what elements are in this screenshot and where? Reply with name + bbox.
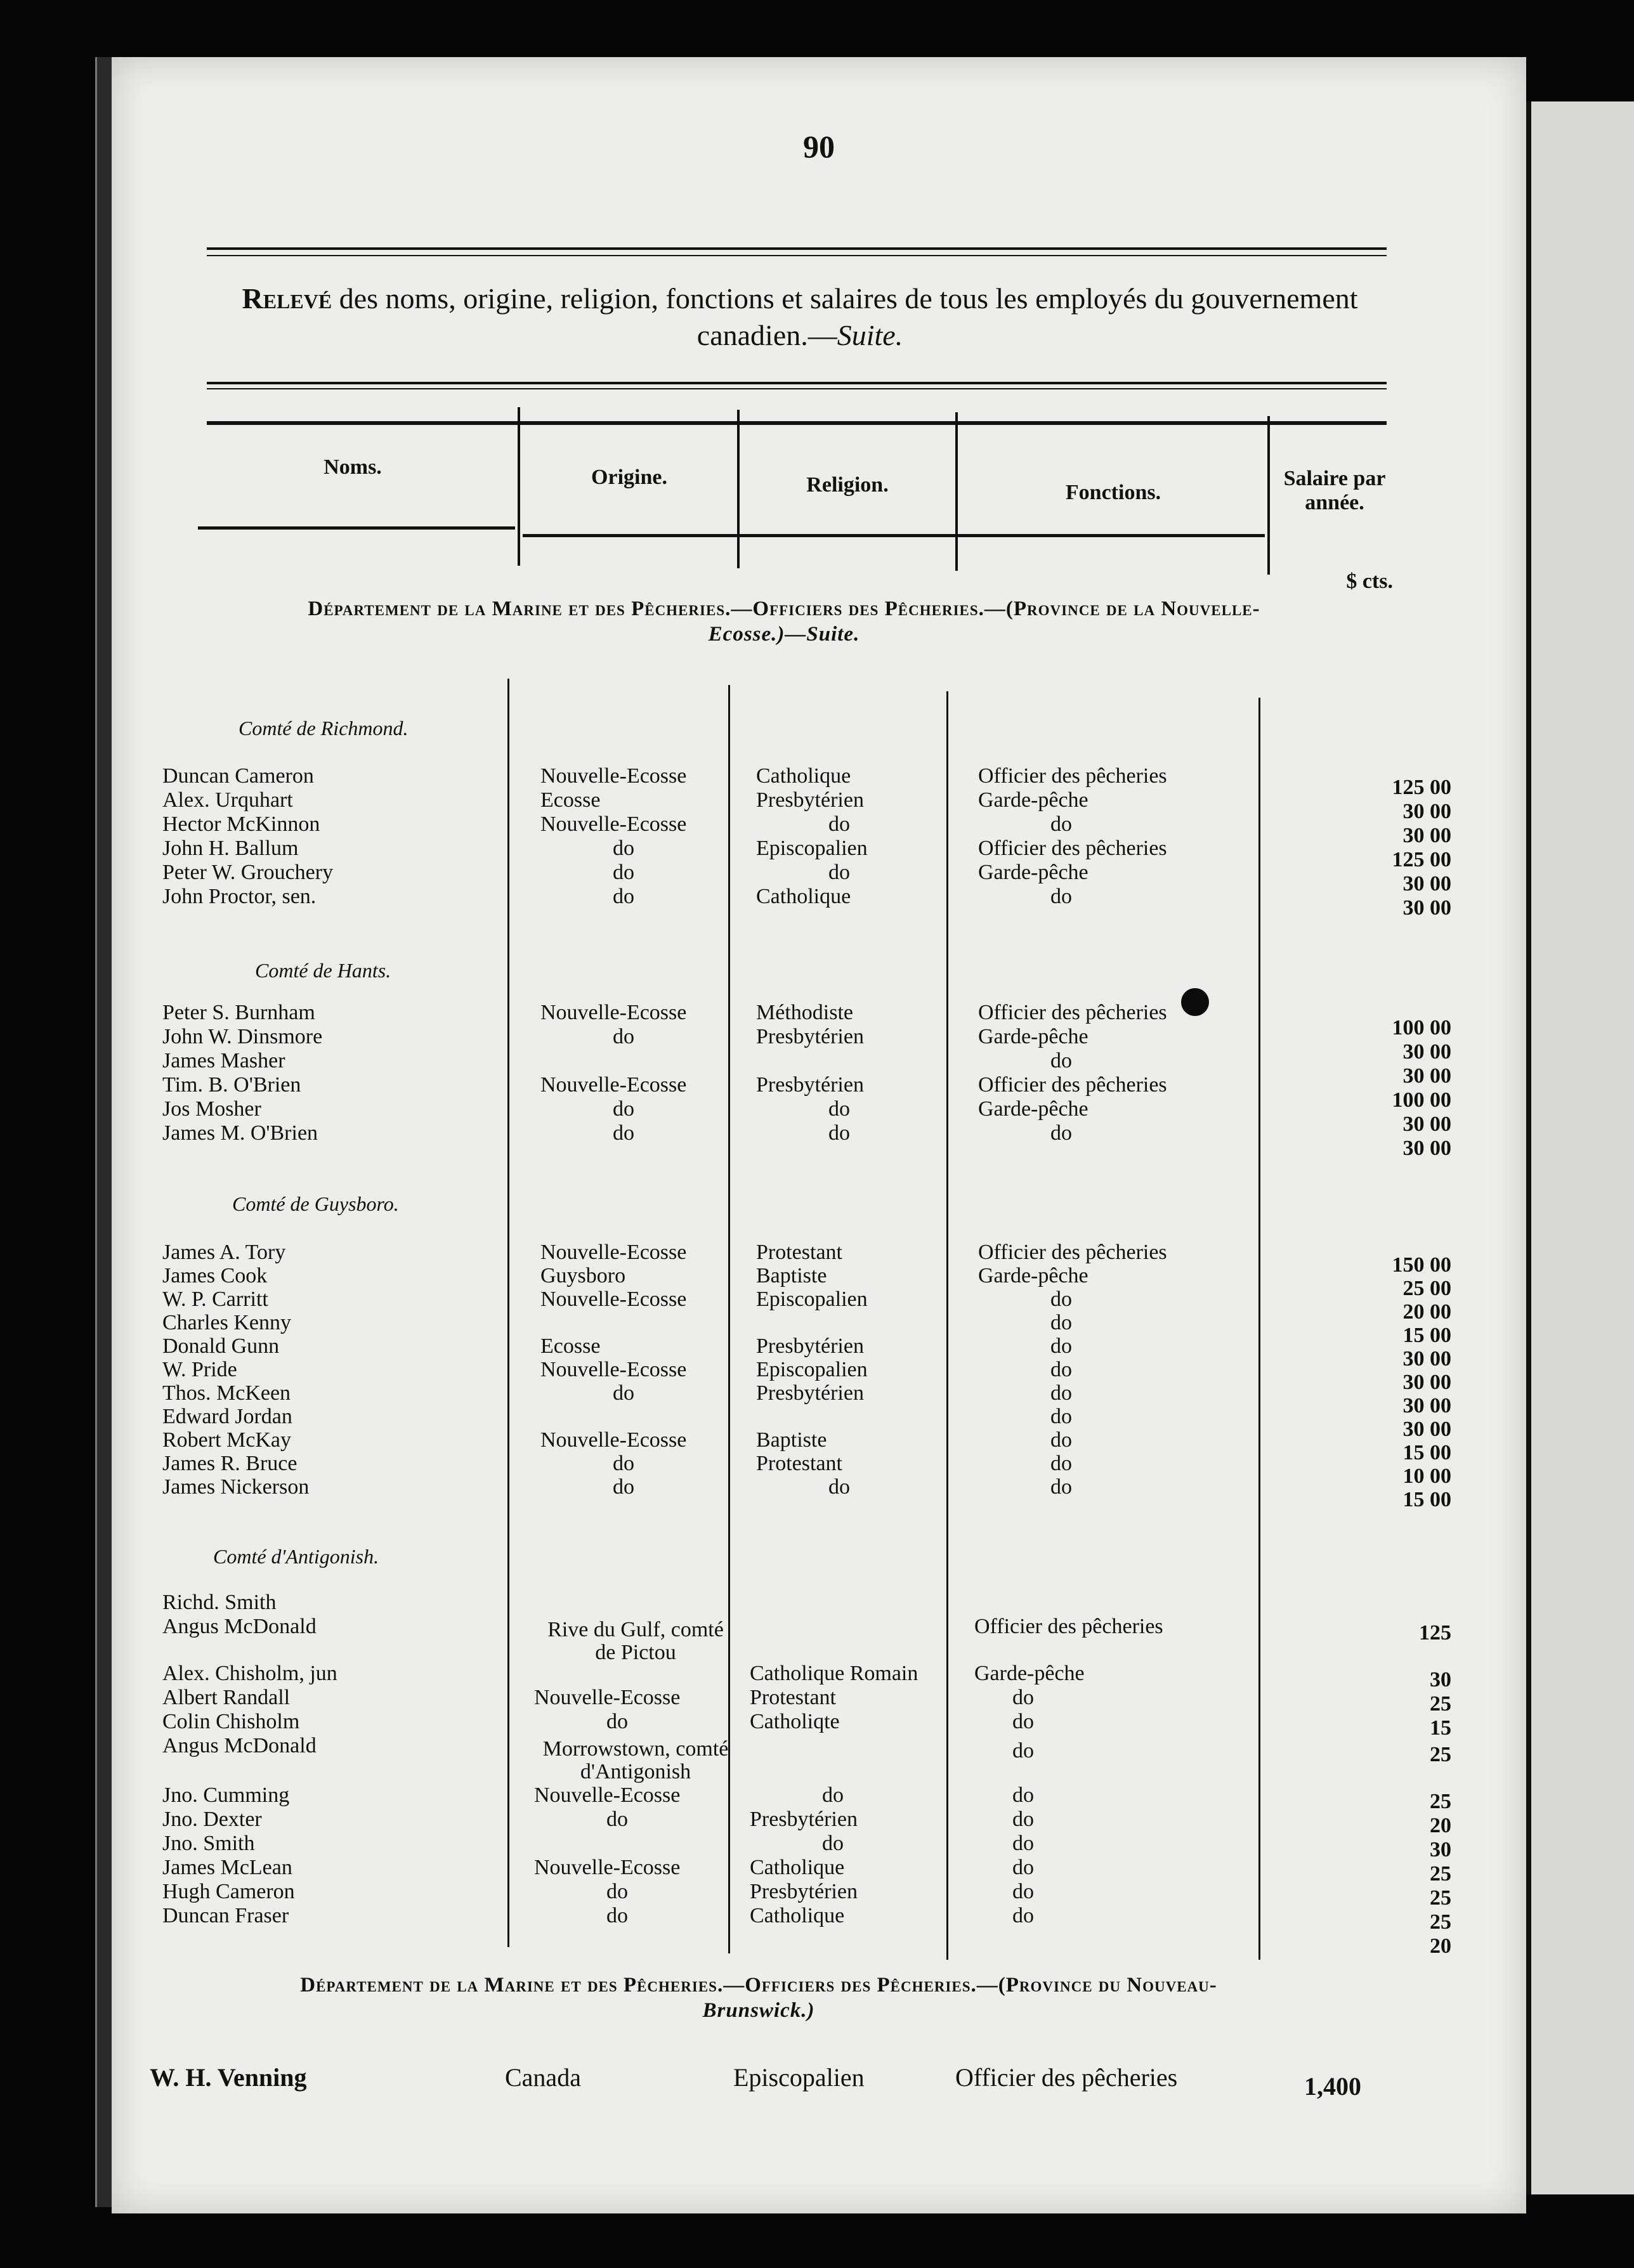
function-cell: do	[1050, 1049, 1072, 1072]
function-cell: Garde-pêche	[978, 861, 1088, 884]
origin-cell: Nouvelle-Ecosse	[540, 1073, 687, 1097]
name-cell: W. H. Venning	[150, 2063, 307, 2092]
origin-cell: Nouvelle-Ecosse	[540, 764, 687, 788]
origin-cell: Nouvelle-Ecosse	[540, 812, 687, 836]
function-cell: do	[1012, 1856, 1034, 1879]
salary-cell: 20 00	[1402, 1300, 1451, 1324]
religion-cell: do	[828, 861, 850, 884]
name-cell: Thos. McKeen	[162, 1381, 291, 1405]
origin-cell: Nouvelle-Ecosse	[540, 1241, 687, 1264]
header-underline-name	[198, 526, 515, 530]
origin-cell: Nouvelle-Ecosse	[540, 1428, 687, 1452]
salary-cell: 125	[1419, 1621, 1451, 1645]
function-cell: do	[1012, 1904, 1034, 1927]
book-binding	[95, 57, 114, 2207]
table-row	[162, 861, 1494, 896]
origin-cell: do	[613, 1097, 634, 1121]
religion-cell: Catholiqte	[750, 1710, 840, 1733]
function-cell: do	[1012, 1808, 1034, 1831]
header-rule-top-thin	[207, 388, 1387, 389]
function-cell: do	[1012, 1783, 1034, 1807]
origin-cell: Ecosse	[540, 1334, 601, 1358]
name-cell: Jos Mosher	[162, 1097, 261, 1121]
origin-cell: do	[606, 1808, 628, 1831]
origin-cell: do	[606, 1710, 628, 1733]
function-cell: do	[1050, 1475, 1072, 1499]
origin-cell: do	[613, 1452, 634, 1475]
col-header-name: Noms.	[324, 455, 382, 479]
salary-cell: 30	[1430, 1668, 1451, 1691]
salary-cell: 15 00	[1402, 1441, 1451, 1464]
table-row	[162, 1591, 1494, 1615]
salary-cell: 20	[1430, 1814, 1451, 1837]
page-title	[207, 280, 1393, 354]
origin-cell: Ecosse	[540, 788, 601, 812]
origin-cell: Nouvelle-Ecosse	[534, 1783, 681, 1807]
name-cell: Angus McDonald	[162, 1615, 317, 1638]
religion-cell: do	[822, 1832, 844, 1855]
name-cell: Duncan Fraser	[162, 1904, 289, 1927]
department-heading-ns	[175, 596, 1393, 647]
name-cell: Hugh Cameron	[162, 1880, 295, 1903]
religion-cell: Baptiste	[756, 1428, 827, 1452]
function-cell: do	[1012, 1739, 1034, 1763]
salary-cell: 30	[1430, 1838, 1451, 1861]
table-row	[162, 1475, 1494, 1511]
religion-cell: Catholique	[750, 1856, 845, 1879]
salary-cell: 10 00	[1402, 1464, 1451, 1488]
function-cell: Officier des pêcheries	[978, 837, 1167, 860]
name-cell: John W. Dinsmore	[162, 1025, 323, 1048]
header-rule-top	[207, 382, 1387, 384]
name-cell: John H. Ballum	[162, 837, 299, 860]
origin-cell-multiline: Rive du Gulf, comté de Pictou	[547, 1618, 724, 1664]
county-hants: Comté de Hants.	[255, 959, 391, 982]
religion-cell: Protestant	[756, 1241, 842, 1264]
religion-cell: Catholique	[756, 764, 851, 788]
col-header-salary: Salaire par année.	[1283, 467, 1386, 514]
table-row	[162, 1808, 1494, 1837]
col-sep-1	[518, 407, 520, 566]
origin-cell: do	[613, 1121, 634, 1145]
name-cell: James Nickerson	[162, 1475, 310, 1499]
function-cell: do	[1050, 1381, 1072, 1405]
table-row	[162, 1783, 1494, 1813]
religion-cell: Presbytérien	[756, 1334, 864, 1358]
salary-cell: 100 00	[1392, 1016, 1451, 1040]
name-cell: Jno. Dexter	[162, 1808, 262, 1831]
religion-cell: Catholique	[750, 1904, 845, 1927]
top-rule	[207, 247, 1387, 250]
name-cell: Peter W. Grouchery	[162, 861, 334, 884]
salary-cell: 15 00	[1402, 1488, 1451, 1511]
table-row	[162, 1928, 1494, 1958]
salary-cell: 25	[1430, 1692, 1451, 1716]
salary-cell: 25	[1430, 1790, 1451, 1813]
name-cell: James Cook	[162, 1264, 268, 1287]
dept-nb-line2: Brunswick.)	[702, 1999, 815, 2022]
salary-cell: 15	[1430, 1716, 1451, 1740]
salary-cell: 100 00	[1392, 1088, 1451, 1112]
function-cell: do	[1050, 1452, 1072, 1475]
salary-cell: 30 00	[1402, 800, 1451, 823]
religion-cell: Presbytérien	[750, 1808, 858, 1831]
name-cell: Hector McKinnon	[162, 812, 320, 836]
origin-cell: do	[606, 1904, 628, 1927]
ink-blot	[1181, 988, 1209, 1016]
origin-cell: Guysboro	[540, 1264, 626, 1287]
religion-cell: Presbytérien	[756, 1073, 864, 1097]
religion-cell: Presbytérien	[750, 1880, 858, 1903]
name-cell: James R. Bruce	[162, 1452, 297, 1475]
function-cell: do	[1050, 885, 1072, 908]
name-cell: Duncan Cameron	[162, 764, 314, 788]
salary-cell: 25 00	[1402, 1277, 1451, 1300]
name-cell: James Masher	[162, 1049, 285, 1072]
table-row	[162, 837, 1494, 871]
salary-units: $ cts.	[1346, 570, 1393, 593]
origin-cell: do	[613, 1025, 634, 1048]
origin-cell: do	[613, 837, 634, 860]
origin-cell: Canada	[505, 2063, 581, 2092]
function-cell: do	[1050, 1358, 1072, 1381]
name-cell: Charles Kenny	[162, 1311, 292, 1334]
salary-cell: 20	[1430, 1934, 1451, 1958]
origin-cell: do	[613, 1475, 634, 1499]
function-cell: do	[1050, 1287, 1072, 1311]
col-sep-3	[955, 412, 958, 571]
origin-cell-multiline: Morrowstown, comté d'Antigonish	[542, 1737, 729, 1783]
name-cell: James M. O'Brien	[162, 1121, 318, 1145]
religion-cell: Episcopalien	[756, 837, 868, 860]
salary-cell: 15 00	[1402, 1324, 1451, 1347]
title-suffix: Suite.	[837, 319, 903, 351]
table-row	[162, 1662, 1494, 1691]
religion-cell: do	[828, 1475, 850, 1499]
dept-ns-line2: Ecosse.)—Suite.	[708, 623, 860, 646]
religion-cell: Episcopalien	[733, 2063, 865, 2092]
function-cell: Officier des pêcheries	[978, 1241, 1167, 1264]
title-lead: Relevé	[242, 282, 332, 315]
function-cell: do	[1050, 1428, 1072, 1452]
header-rule-heavy	[207, 421, 1387, 425]
table-row	[162, 1832, 1494, 1861]
county-guysboro: Comté de Guysboro.	[232, 1192, 399, 1215]
origin-cell: do	[613, 885, 634, 908]
salary-cell: 1,400	[1304, 2072, 1361, 2101]
function-cell: Officier des pêcheries	[974, 1615, 1163, 1638]
function-cell: do	[1050, 812, 1072, 836]
name-cell: Alex. Chisholm, jun	[162, 1662, 337, 1685]
salary-cell: 30 00	[1402, 1040, 1451, 1064]
salary-cell: 30 00	[1402, 1418, 1451, 1441]
table-row	[162, 1880, 1494, 1910]
dept-ns-line1: Département de la Marine et des Pêcheries.—Officiers des Pêcheries.—(Province de la Nouvelle-	[308, 597, 1260, 620]
salary-cell: 30 00	[1402, 1347, 1451, 1371]
department-heading-nb	[150, 1972, 1368, 2023]
adjacent-page-edge	[1526, 101, 1634, 2194]
function-cell: Garde-pêche	[978, 788, 1088, 812]
origin-cell: do	[606, 1880, 628, 1903]
salary-cell: 30 00	[1402, 1137, 1451, 1160]
function-cell: do	[1012, 1832, 1034, 1855]
function-cell: do	[1012, 1880, 1034, 1903]
function-cell: Garde-pêche	[978, 1264, 1088, 1287]
religion-cell: do	[828, 812, 850, 836]
salary-cell: 30 00	[1402, 1064, 1451, 1088]
function-cell: do	[1050, 1334, 1072, 1358]
name-cell: Angus McDonald	[162, 1734, 317, 1757]
title-text: des noms, origine, religion, fonctions et salaires de tous les employés du gouvernement canadien.—	[339, 282, 1358, 351]
function-cell: Officier des pêcheries	[978, 1073, 1167, 1097]
name-cell: Donald Gunn	[162, 1334, 280, 1358]
function-cell: do	[1012, 1710, 1034, 1733]
function-cell: Officier des pêcheries	[955, 2063, 1178, 2092]
table-row	[162, 764, 1494, 799]
origin-cell: Nouvelle-Ecosse	[534, 1856, 681, 1879]
name-cell: Albert Randall	[162, 1686, 291, 1709]
salary-cell: 150 00	[1392, 1253, 1451, 1277]
name-cell: Edward Jordan	[162, 1405, 292, 1428]
table-row	[162, 885, 1494, 920]
function-cell: Garde-pêche	[974, 1662, 1085, 1685]
county-richmond: Comté de Richmond.	[239, 717, 408, 740]
name-cell: James McLean	[162, 1856, 292, 1879]
name-cell: Jno. Cumming	[162, 1783, 290, 1807]
name-cell: Robert McKay	[162, 1428, 292, 1452]
origin-cell: do	[613, 861, 634, 884]
religion-cell: Baptiste	[756, 1264, 827, 1287]
top-rule-thin	[207, 255, 1387, 256]
salary-cell: 125 00	[1392, 848, 1451, 871]
religion-cell: Protestant	[750, 1686, 836, 1709]
origin-cell: Nouvelle-Ecosse	[540, 1287, 687, 1311]
function-cell: Officier des pêcheries	[978, 764, 1167, 788]
col-sep-4	[1267, 416, 1270, 575]
salary-cell: 25	[1430, 1743, 1451, 1766]
salary-cell: 125 00	[1392, 776, 1451, 799]
salary-cell: 30 00	[1402, 1371, 1451, 1394]
name-cell: John Proctor, sen.	[162, 885, 317, 908]
function-cell: Garde-pêche	[978, 1097, 1088, 1121]
salary-cell: 25	[1430, 1910, 1451, 1934]
name-cell: Peter S. Burnham	[162, 1001, 315, 1024]
page-number: 90	[803, 129, 835, 164]
name-cell: W. Pride	[162, 1358, 237, 1381]
origin-cell: Nouvelle-Ecosse	[540, 1001, 687, 1024]
function-cell: Garde-pêche	[978, 1025, 1088, 1048]
religion-cell: Presbytérien	[756, 1025, 864, 1048]
origin-cell: do	[613, 1381, 634, 1405]
function-cell: do	[1050, 1121, 1072, 1145]
function-cell: Officier des pêcheries	[978, 1001, 1167, 1024]
function-cell: do	[1012, 1686, 1034, 1709]
dept-nb-line1: Département de la Marine et des Pêcheries.—Officiers des Pêcheries.—(Province du Nouveau-	[300, 1974, 1217, 1997]
religion-cell: do	[828, 1121, 850, 1145]
religion-cell: Protestant	[756, 1452, 842, 1475]
document-page	[112, 57, 1526, 2213]
col-header-religion: Religion.	[806, 473, 889, 497]
origin-cell: Nouvelle-Ecosse	[540, 1358, 687, 1381]
table-row	[162, 1904, 1494, 1934]
table-row	[162, 788, 1494, 823]
religion-cell: Méthodiste	[756, 1001, 853, 1024]
name-cell: W. P. Carritt	[162, 1287, 268, 1311]
county-antigonish: Comté d'Antigonish.	[213, 1545, 379, 1568]
name-cell: Richd. Smith	[162, 1591, 277, 1614]
religion-cell: Catholique Romain	[750, 1662, 918, 1685]
table-row	[162, 1856, 1494, 1886]
function-cell: do	[1050, 1405, 1072, 1428]
religion-cell: Episcopalien	[756, 1358, 868, 1381]
religion-cell: Catholique	[756, 885, 851, 908]
religion-cell: do	[822, 1783, 844, 1807]
religion-cell: do	[828, 1097, 850, 1121]
salary-cell: 30 00	[1402, 1394, 1451, 1418]
name-cell: Jno. Smith	[162, 1832, 255, 1855]
salary-cell: 25	[1430, 1862, 1451, 1886]
name-cell: James A. Tory	[162, 1241, 286, 1264]
origin-cell: Nouvelle-Ecosse	[534, 1686, 681, 1709]
function-cell: do	[1050, 1311, 1072, 1334]
table-row	[162, 1121, 1494, 1160]
name-cell: Tim. B. O'Brien	[162, 1073, 301, 1097]
salary-cell: 30 00	[1402, 896, 1451, 920]
name-cell: Alex. Urquhart	[162, 788, 293, 812]
name-cell: Colin Chisholm	[162, 1710, 300, 1733]
salary-cell: 25	[1430, 1886, 1451, 1910]
religion-cell: Presbytérien	[756, 788, 864, 812]
religion-cell: Episcopalien	[756, 1287, 868, 1311]
table-row	[162, 812, 1494, 847]
col-header-origin: Origine.	[591, 466, 667, 489]
salary-cell: 30 00	[1402, 1112, 1451, 1136]
col-header-function: Fonctions.	[1065, 481, 1161, 504]
salary-cell: 30 00	[1402, 872, 1451, 896]
table-row	[162, 1686, 1494, 1716]
religion-cell: Presbytérien	[756, 1381, 864, 1405]
header-underline-mid	[523, 534, 1265, 537]
salary-cell: 30 00	[1402, 824, 1451, 847]
table-row	[162, 1710, 1494, 1740]
